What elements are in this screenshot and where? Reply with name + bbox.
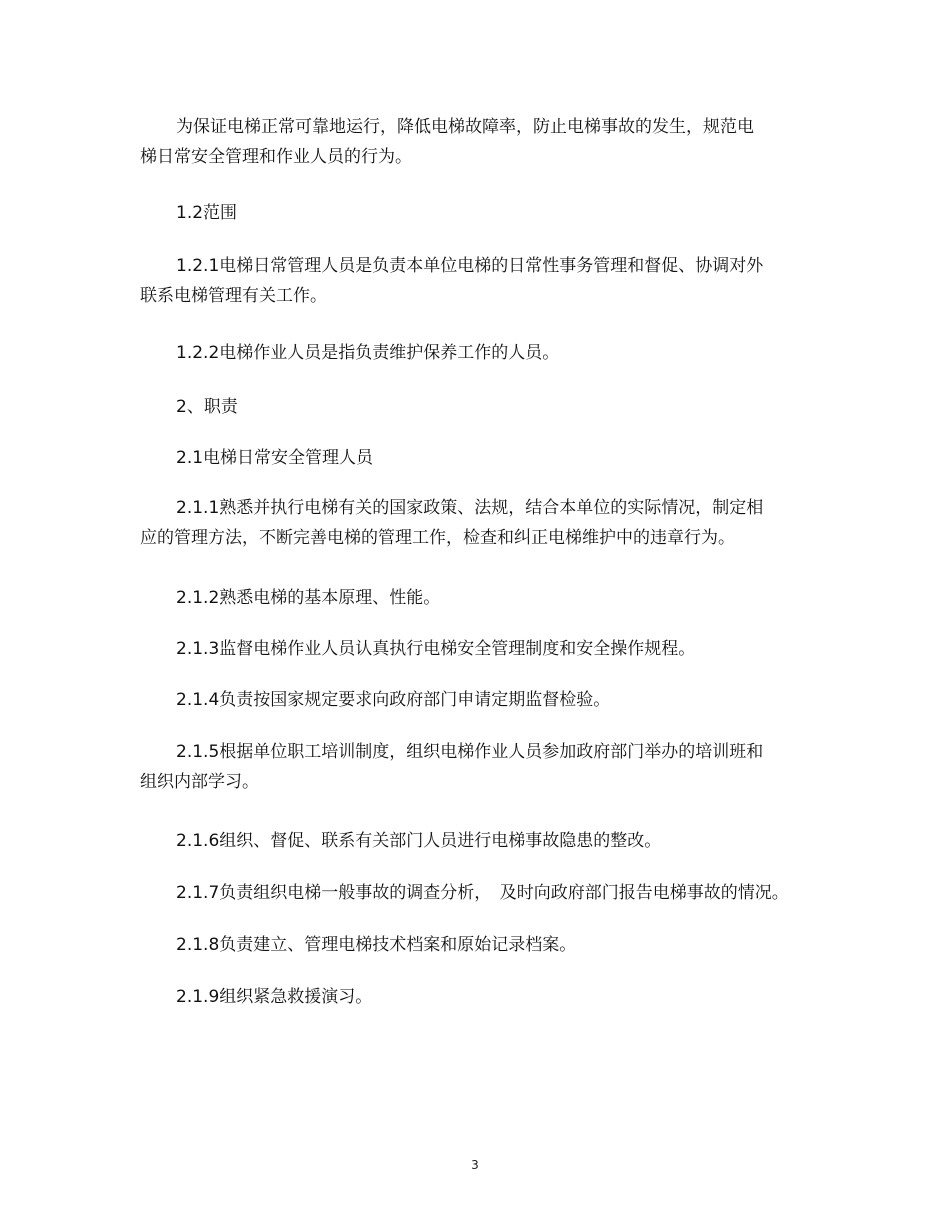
text-line: 2.1.2熟悉电梯的基本原理、性能。	[176, 588, 441, 608]
section-heading-2-1	[140, 443, 800, 473]
paragraph-2-1-8	[140, 930, 800, 960]
text-line: 2.1.5根据单位职工培训制度，组织电梯作业人员参加政府部门举办的培训班和	[176, 742, 764, 762]
text-line: 2.1.9组织紧急救援演习。	[176, 987, 373, 1007]
paragraph-2-1-1	[140, 493, 800, 553]
text-line: 2.1.6组织、督促、联系有关部门人员进行电梯事故隐患的整改。	[176, 831, 662, 851]
text-line: 组织内部学习。	[140, 772, 259, 792]
paragraph-2-1-7	[140, 878, 800, 908]
page-number: 3	[471, 1158, 479, 1172]
text-line: 联系电梯管理有关工作。	[140, 286, 327, 306]
paragraph-2-1-9	[140, 982, 800, 1012]
paragraph-2-1-3	[140, 634, 800, 664]
section-heading-2	[140, 392, 800, 422]
text-line: 2.1.3监督电梯作业人员认真执行电梯安全管理制度和安全操作规程。	[176, 639, 696, 659]
paragraph-2-1-6	[140, 826, 800, 856]
text-line: 2.1.1熟悉并执行电梯有关的国家政策、法规，结合本单位的实际情况，制定相	[176, 498, 764, 518]
paragraph-purpose	[140, 112, 800, 172]
text-line: 2.1.7负责组织电梯一般事故的调查分析， 及时向政府部门报告电梯事故的情况。	[176, 883, 789, 903]
paragraph-2-1-2	[140, 583, 800, 613]
paragraph-1-2-1	[140, 251, 800, 311]
paragraph-2-1-5	[140, 737, 800, 797]
text-line: 2、职责	[176, 397, 238, 417]
paragraph-2-1-4	[140, 685, 800, 715]
text-line: 1.2.1电梯日常管理人员是负责本单位电梯的日常性事务管理和督促、协调对外	[176, 256, 764, 276]
text-line: 应的管理方法，不断完善电梯的管理工作，检查和纠正电梯维护中的违章行为。	[140, 528, 735, 548]
text-line: 为保证电梯正常可靠地运行，降低电梯故障率，防止电梯事故的发生，规范电	[176, 117, 754, 137]
text-line: 梯日常安全管理和作业人员的行为。	[140, 147, 412, 167]
text-line: 2.1.4负责按国家规定要求向政府部门申请定期监督检验。	[176, 690, 611, 710]
paragraph-1-2-2	[140, 338, 800, 368]
text-line: 1.2.2电梯作业人员是指负责维护保养工作的人员。	[176, 343, 560, 363]
section-heading-1-2	[140, 198, 800, 228]
text-line: 2.1电梯日常安全管理人员	[176, 448, 374, 468]
text-line: 2.1.8负责建立、管理电梯技术档案和原始记录档案。	[176, 935, 577, 955]
text-line: 1.2范围	[176, 203, 238, 223]
